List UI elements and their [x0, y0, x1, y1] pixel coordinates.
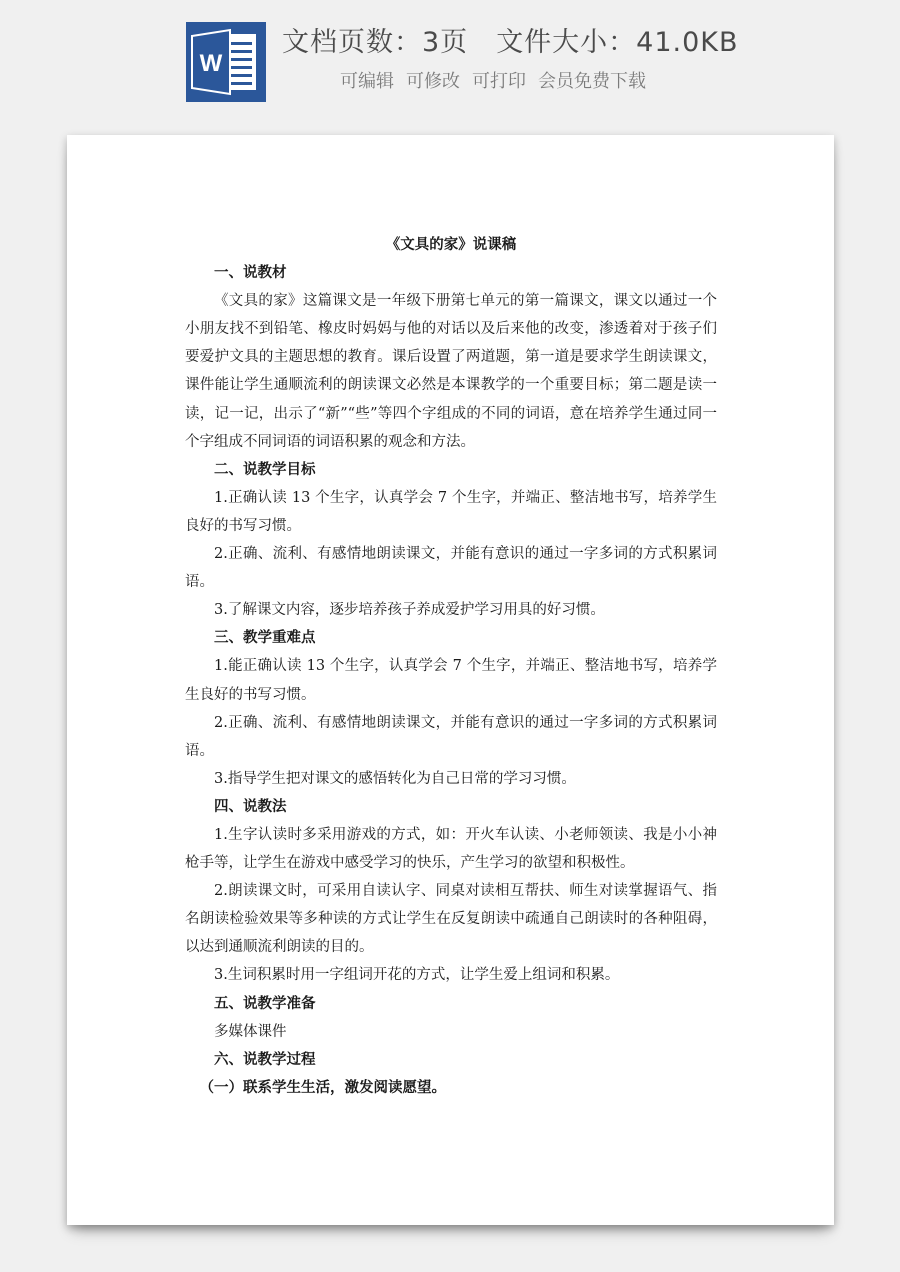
body-paragraph: 3.了解课文内容，逐步培养孩子养成爱护学习用具的好习惯。	[214, 602, 605, 619]
section-heading: 六、说教学过程	[214, 1050, 316, 1068]
download-banner	[0, 0, 900, 120]
body-paragraph: 1.能正确认读 13 个生字，认真学会 7 个生字，并端正、整洁地书写，培养学生良好的书写习惯。	[185, 658, 717, 703]
page-count: 文档页数：3页	[282, 27, 469, 58]
svg-text:W: W	[199, 50, 223, 77]
section-heading: 四、说教法	[214, 797, 287, 815]
document-title: 《文具的家》说课稿	[385, 236, 517, 253]
section-heading: 二、说教学目标	[214, 460, 316, 478]
section-heading: 一、说教材	[214, 264, 287, 282]
feature-modifiable: 可修改	[406, 71, 460, 92]
body-paragraph: 3.生词积累时用一字组词开花的方式，让学生爱上组词和积累。	[214, 967, 620, 984]
body-paragraph: 2.正确、流利、有感情地朗读课文，并能有意识的通过一字多词的方式积累词语。	[185, 546, 717, 591]
document-paragraphs	[185, 259, 717, 1102]
section-heading: （一）联系学生生活，激发阅读愿望。	[199, 1078, 446, 1096]
feature-printable: 可打印	[472, 71, 526, 92]
feature-member-download: 会员免费下载	[538, 71, 646, 92]
feature-editable: 可编辑	[340, 71, 394, 92]
document-body	[185, 231, 717, 1102]
body-paragraph: 2.正确、流利、有感情地朗读课文，并能有意识的通过一字多词的方式积累词语。	[185, 714, 717, 759]
word-document-icon	[186, 22, 266, 102]
body-paragraph: 《文具的家》这篇课文是一年级下册第七单元的第一篇课文，课文以通过一个小朋友找不到铅笔、橡皮时妈妈与他的对话以及后来他的改变，渗透着对于孩子们要爱护文具的主题思想的教育。课后设置了两道题，第一道是要求学生朗读课文，课件能让学生通顺流利的朗读课文必然是本课教学的一个重要目标；第二题是读一读，记一记，出示了“新”“些”等四个字组成的不同的词语，意在培养学生通过同一个字组成不同词语的词语积累的观念和方法。	[185, 293, 717, 450]
body-paragraph: 2.朗读课文时，可采用自读认字、同桌对读相互帮扶、师生对读掌握语气、指名朗读检验效果等多种读的方式让学生在反复朗读中疏通自己朗读时的各种阻碍，以达到通顺流利朗读的目的。	[185, 883, 717, 956]
body-paragraph: 1.正确认读 13 个生字，认真学会 7 个生字，并端正、整洁地书写，培养学生良好的书写习惯。	[185, 489, 717, 534]
body-paragraph: 3.指导学生把对课文的感悟转化为自己日常的学习习惯。	[214, 770, 576, 787]
file-size: 文件大小：41.0KB	[496, 27, 739, 58]
document-page	[67, 135, 834, 1225]
feature-list	[340, 67, 658, 93]
section-heading: 三、教学重难点	[214, 629, 316, 647]
body-paragraph: 多媒体课件	[214, 1023, 287, 1040]
file-info	[282, 20, 842, 59]
section-heading: 五、说教学准备	[214, 994, 316, 1012]
body-paragraph: 1.生字认读时多采用游戏的方式，如：开火车认读、小老师领读、我是小小神枪手等，让学生在游戏中感受学习的快乐，产生学习的欲望和积极性。	[185, 826, 717, 872]
